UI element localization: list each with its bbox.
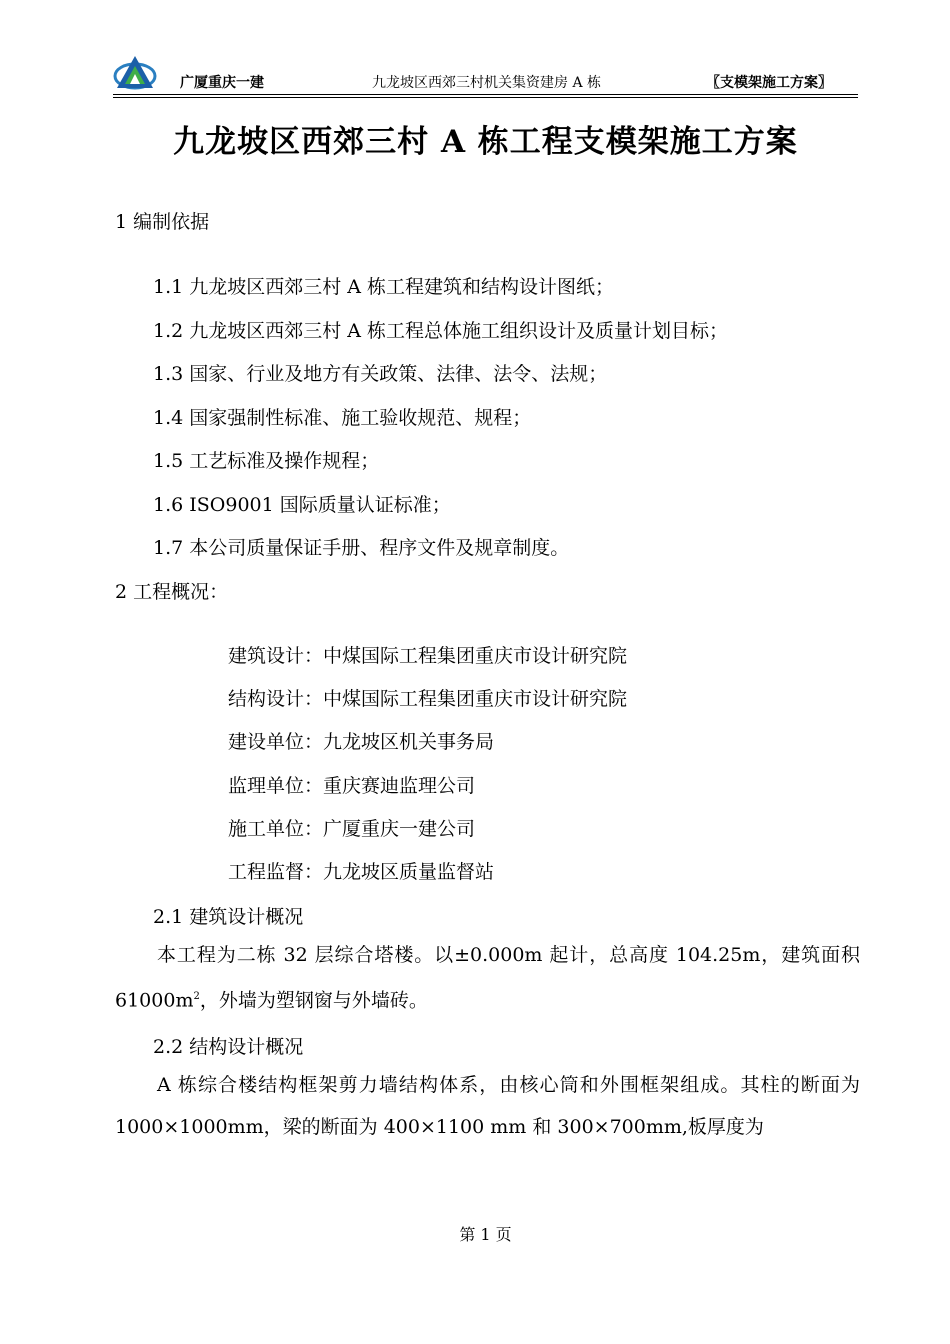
header-doc-type: 〖支模架施工方案〗 xyxy=(706,75,832,91)
project-info-line: 建设单位：九龙坡区机关事务局 xyxy=(228,731,495,753)
subsection-2-2-heading: 2.2 结构设计概况 xyxy=(153,1036,304,1058)
header-project: 九龙坡区西郊三村机关集资建房 A 栋 xyxy=(372,75,602,91)
project-info-line: 监理单位：重庆赛迪监理公司 xyxy=(228,775,476,797)
subsection-2-1-paragraph: 本工程为二栋 32 层综合塔楼。以±0.000m 起计，总高度 104.25m，建筑面积 $61000m^2$，外墙为塑钢窗与外墙砖。 xyxy=(115,944,860,1012)
section-1-heading: 1 编制依据 xyxy=(115,211,210,233)
page-title: 九龙坡区西郊三村 A 栋工程支模架施工方案 xyxy=(173,124,798,160)
subsection-2-1-heading: 2.1 建筑设计概况 xyxy=(153,906,304,928)
company-logo-icon xyxy=(113,52,157,94)
header-rule xyxy=(113,94,858,95)
header-company: 广厦重庆一建 xyxy=(180,75,264,91)
section-1-item: 1.6 ISO9001 国际质量认证标准； xyxy=(153,494,451,516)
section-1-item: 1.1 九龙坡区西郊三村 A 栋工程建筑和结构设计图纸； xyxy=(153,276,615,298)
project-info-line: 施工单位：广厦重庆一建公司 xyxy=(228,818,476,840)
project-info-line: 结构设计：中煤国际工程集团重庆市设计研究院 xyxy=(228,688,628,710)
section-1-item: 1.4 国家强制性标准、施工验收规范、规程； xyxy=(153,407,532,429)
section-1-item: 1.2 九龙坡区西郊三村 A 栋工程总体施工组织设计及质量计划目标； xyxy=(153,320,729,342)
project-info-line: 建筑设计：中煤国际工程集团重庆市设计研究院 xyxy=(228,645,628,667)
project-info-line: 工程监督：九龙坡区质量监督站 xyxy=(228,861,495,883)
page-number: 第 1 页 xyxy=(459,1225,512,1244)
subsection-2-2-paragraph: A 栋综合楼结构框架剪力墙结构体系，由核心筒和外围框架组成。其柱的断面为 1000×1000mm，梁的断面为 400×1100 mm 和 300×700mm,板厚度为 xyxy=(115,1074,860,1138)
section-1-item: 1.7 本公司质量保证手册、程序文件及规章制度。 xyxy=(153,537,570,559)
section-1-item: 1.3 国家、行业及地方有关政策、法律、法令、法规； xyxy=(153,363,608,385)
section-1-item: 1.5 工艺标准及操作规程； xyxy=(153,450,380,472)
section-2-heading: 2 工程概况： xyxy=(115,581,229,603)
header-rule-thin xyxy=(113,97,858,98)
